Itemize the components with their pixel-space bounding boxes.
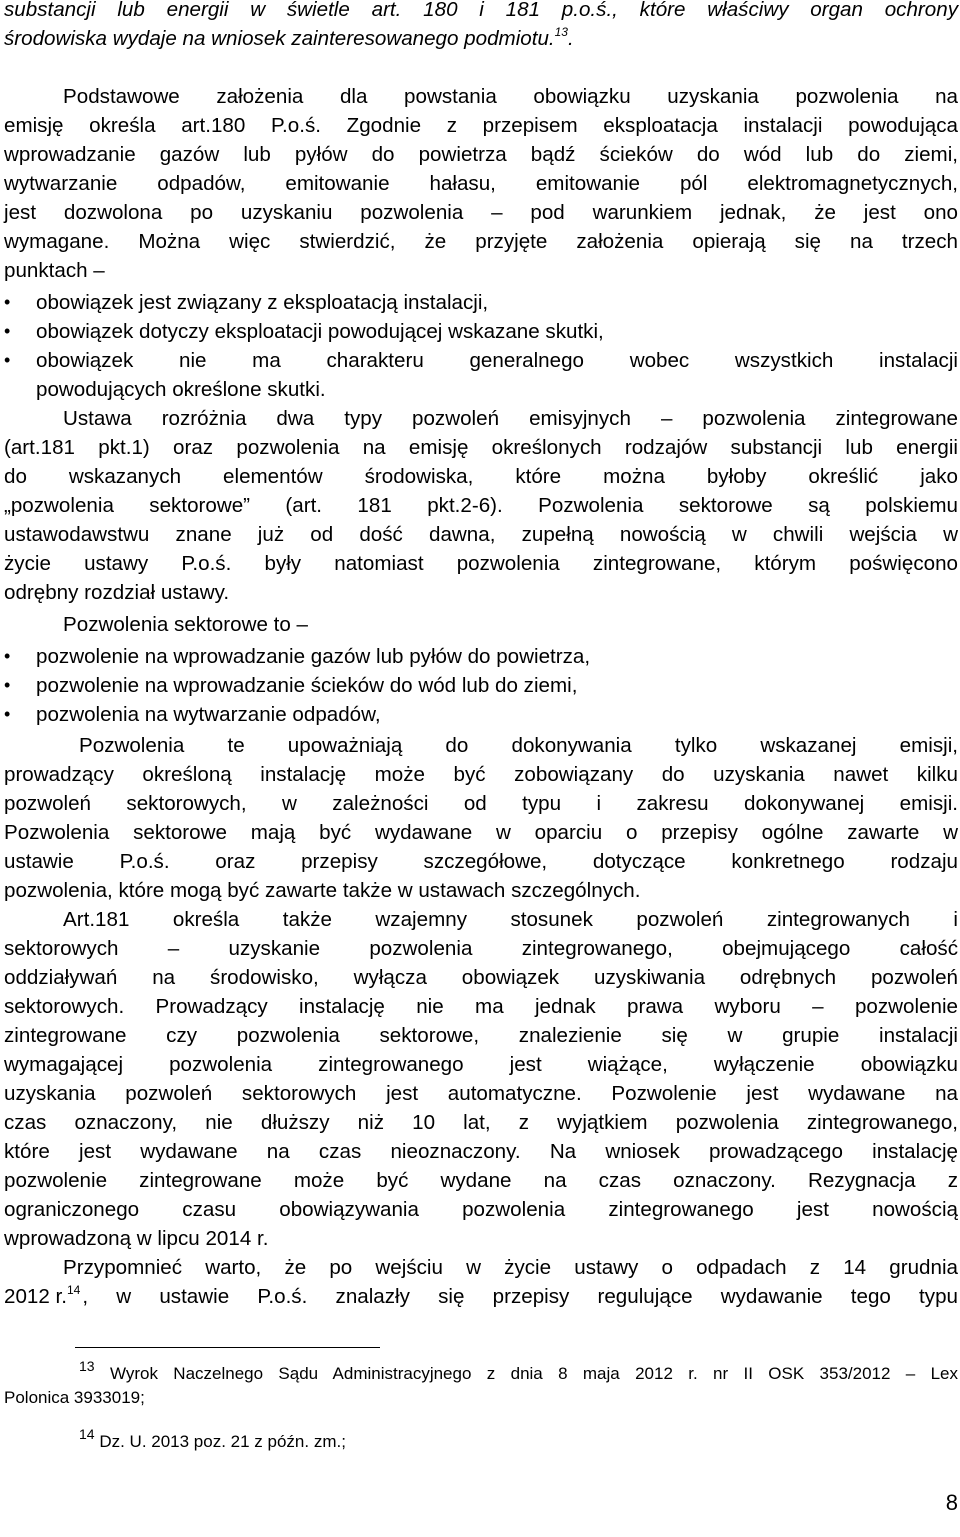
- footnote-14: $^{14}$ Dz. U. 2013 poz. 21 z późn. zm.;: [79, 1426, 346, 1451]
- footnote-ref: 14: [66, 1283, 81, 1297]
- footnote-number: 13: [79, 1358, 95, 1374]
- text-line: życie ustawy P.o.ś. były natomiast pozwolenia zintegrowane, którym poświęcono: [4, 552, 958, 575]
- paragraph-first-line: Art.181 określa także wzajemny stosunek pozwoleń zintegrowanych i: [63, 908, 958, 931]
- text-line: do wskazanych elementów środowiska, które można byłoby określić jako: [4, 465, 958, 488]
- text-line: wprowadzoną w lipcu 2014 r.: [4, 1227, 269, 1250]
- page-number: 8: [945, 1490, 958, 1515]
- list-item: • obowiązek nie ma charakteru generalnego wobec wszystkich instalacji: [4, 346, 958, 375]
- paragraph-first-line: Podstawowe założenia dla powstania obowiązku uzyskania pozwolenia na: [63, 85, 958, 108]
- text-line: czas oznaczony, nie dłuższy niż 10 lat, z wyjątkiem pozwolenia zintegrowanego,: [4, 1111, 958, 1134]
- text-line: jest dozwolona po uzyskaniu pozwolenia – pod warunkiem jednak, że jest ono: [4, 201, 958, 224]
- paragraph-first-line: Ustawa rozróżnia dwa typy pozwoleń emisyjnych – pozwolenia zintegrowane: [63, 407, 958, 430]
- text-line: ograniczonego czasu obowiązywania pozwolenia zintegrowanego jest nowością: [4, 1198, 958, 1221]
- paragraph-first-line: Pozwolenia sektorowe to –: [63, 613, 308, 636]
- text-line: wymagającej pozwolenia zintegrowanego jest wiążące, wyłączenie obowiązku: [4, 1053, 958, 1076]
- text-line: wprowadzanie gazów lub pyłów do powietrza bądź ścieków do wód lub do ziemi,: [4, 143, 958, 166]
- text-line: wytwarzanie odpadów, emitowanie hałasu, emitowanie pól elektromagnetycznych,: [4, 172, 958, 195]
- text-line: punktach –: [4, 259, 105, 282]
- list-item: • pozwolenia na wytwarzanie odpadów,: [4, 700, 958, 729]
- bullet-icon: •: [4, 350, 11, 370]
- text-line: zintegrowane czy pozwolenia sektorowe, znalezienie się w grupie instalacji: [4, 1024, 958, 1047]
- text-line: pozwoleń sektorowych, w zależności od typu i zakresu dokonywanej emisji.: [4, 792, 958, 815]
- footnote-number: 14: [79, 1426, 95, 1442]
- list-item: • obowiązek dotyczy eksploatacji powodującej wskazane skutki,: [4, 317, 958, 346]
- paragraph-first-line: Przypomnieć warto, że po wejściu w życie ustawy o odpadach z 14 grudnia: [63, 1256, 958, 1279]
- text-line: pozwolenia, które mogą być zawarte także w ustawach szczególnych.: [4, 879, 641, 902]
- list-item: • obowiązek jest związany z eksploatacją instalacji,: [4, 288, 958, 317]
- text-line: Pozwolenia sektorowe mają być wydawane w oparciu o przepisy ogólne zawarte w: [4, 821, 958, 844]
- text-line: „pozwolenia sektorowe” (art. 181 pkt.2-6). Pozwolenia sektorowe są polskiemu: [4, 494, 958, 517]
- text-line: pozwolenie zintegrowane może być wydane na czas oznaczony. Rezygnacja z: [4, 1169, 958, 1192]
- text-line: sektorowych. Prowadzący instalację nie ma jednak prawa wyboru – pozwolenie: [4, 995, 958, 1018]
- list-item: • pozwolenie na wprowadzanie ścieków do wód lub do ziemi,: [4, 671, 958, 700]
- text-line: ustawodawstwu znane już od dość dawna, zupełną nowością w chwili wejścia w: [4, 523, 958, 546]
- text-line: substancji lub energii w świetle art. 180 i 181 p.o.ś., które właściwy organ ochrony: [4, 0, 958, 21]
- bullet-icon: •: [4, 704, 11, 724]
- text-line: oddziaływań na środowisko, wyłącza obowiązek uzyskiwania odrębnych pozwoleń: [4, 966, 958, 989]
- footnote-ref: 13: [554, 25, 568, 39]
- bullet-icon: •: [4, 321, 11, 341]
- text-line: sektorowych – uzyskanie pozwolenia zintegrowanego, obejmującego całość: [4, 937, 958, 960]
- footnote-13: $^{13}$ Wyrok Naczelnego Sądu Administracyjnego z dnia 8 maja 2012 r. nr II OSK 353/2012 – Lex Polonica 3933019;: [4, 1358, 958, 1407]
- text-line: prowadzący określoną instalację może być zobowiązany do uzyskania nawet kilku: [4, 763, 958, 786]
- text-line: które jest wydawane na czas nieoznaczony. Na wniosek prowadzącego instalację: [4, 1140, 958, 1163]
- paragraph-first-line: Pozwolenia te upoważniają do dokonywania tylko wskazanej emisji,: [79, 734, 958, 757]
- bullet-icon: •: [4, 292, 11, 312]
- list-item-continuation: powodujących określone skutki.: [36, 378, 326, 401]
- text-line: (art.181 pkt.1) oraz pozwolenia na emisję określonych rodzajów substancji lub energii: [4, 436, 958, 459]
- bullet-icon: •: [4, 646, 11, 666]
- text-line: środowiska wydaje na wniosek zainteresowanego podmiotu.$^{13}$.: [4, 25, 574, 50]
- text-line: emisję określa art.180 P.o.ś. Zgodnie z przepisem eksploatacja instalacji powodująca: [4, 114, 958, 137]
- bullet-icon: •: [4, 675, 11, 695]
- list-item: • pozwolenie na wprowadzanie gazów lub pyłów do powietrza,: [4, 642, 958, 671]
- text-line: odrębny rozdział ustawy.: [4, 581, 230, 604]
- footnote-separator: [75, 1347, 380, 1348]
- text-line: ustawie P.o.ś. oraz przepisy szczegółowe, dotyczące konkretnego rodzaju: [4, 850, 958, 873]
- text-line: 2012 r.$^{14}$ , w ustawie P.o.ś. znalazły się przepisy regulujące wydawanie tego typu: [4, 1283, 958, 1308]
- text-line: uzyskania pozwoleń sektorowych jest automatyczne. Pozwolenie jest wydawane na: [4, 1082, 958, 1105]
- text-line: wymagane. Można więc stwierdzić, że przyjęte założenia opierają się na trzech: [4, 230, 958, 253]
